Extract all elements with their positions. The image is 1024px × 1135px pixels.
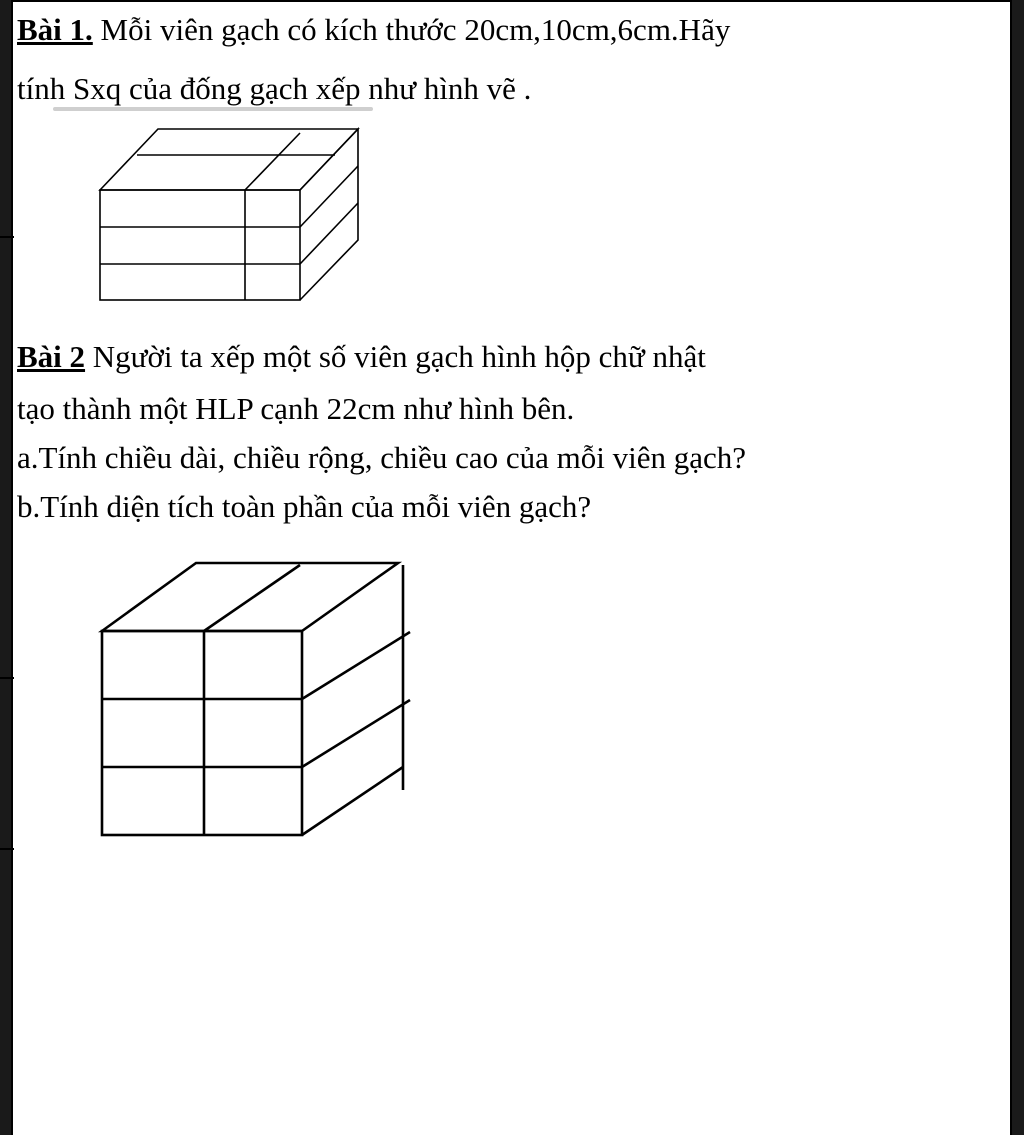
cube-right-layer	[302, 632, 410, 699]
problem2-part-b: b.Tính diện tích toàn phần của mỗi viên gạch?	[17, 489, 592, 524]
cube-right-edge	[302, 767, 403, 835]
problem2-line2: tạo thành một HLP cạnh 22cm như hình bên.	[17, 391, 575, 426]
cube-top-divider	[204, 565, 300, 631]
problem1-statement: Mỗi viên gạch có kích thước 20cm,10cm,6cm.Hãy	[92, 12, 731, 47]
stack-top-face	[100, 129, 358, 190]
cube-right-layer	[302, 700, 410, 767]
problem1-label: Bài 1.	[17, 12, 93, 47]
cube-front-face	[102, 631, 302, 835]
problem2-statement: Người ta xếp một số viên gạch hình hộp chữ nhật	[85, 339, 706, 374]
stack-right-layer	[300, 166, 358, 227]
stack-right-layer	[300, 203, 358, 264]
problem2-part-a: a.Tính chiều dài, chiều rộng, chiều cao của mỗi viên gạch?	[17, 440, 747, 475]
problem2-line1	[17, 341, 706, 372]
stack-top-divider	[245, 133, 300, 190]
cube-top-face	[102, 563, 398, 631]
problem2-label: Bài 2	[17, 339, 86, 374]
stack-front-face	[100, 190, 300, 300]
problem1-line2: tính Sxq của đống gạch xếp như hình vẽ .	[17, 71, 532, 106]
